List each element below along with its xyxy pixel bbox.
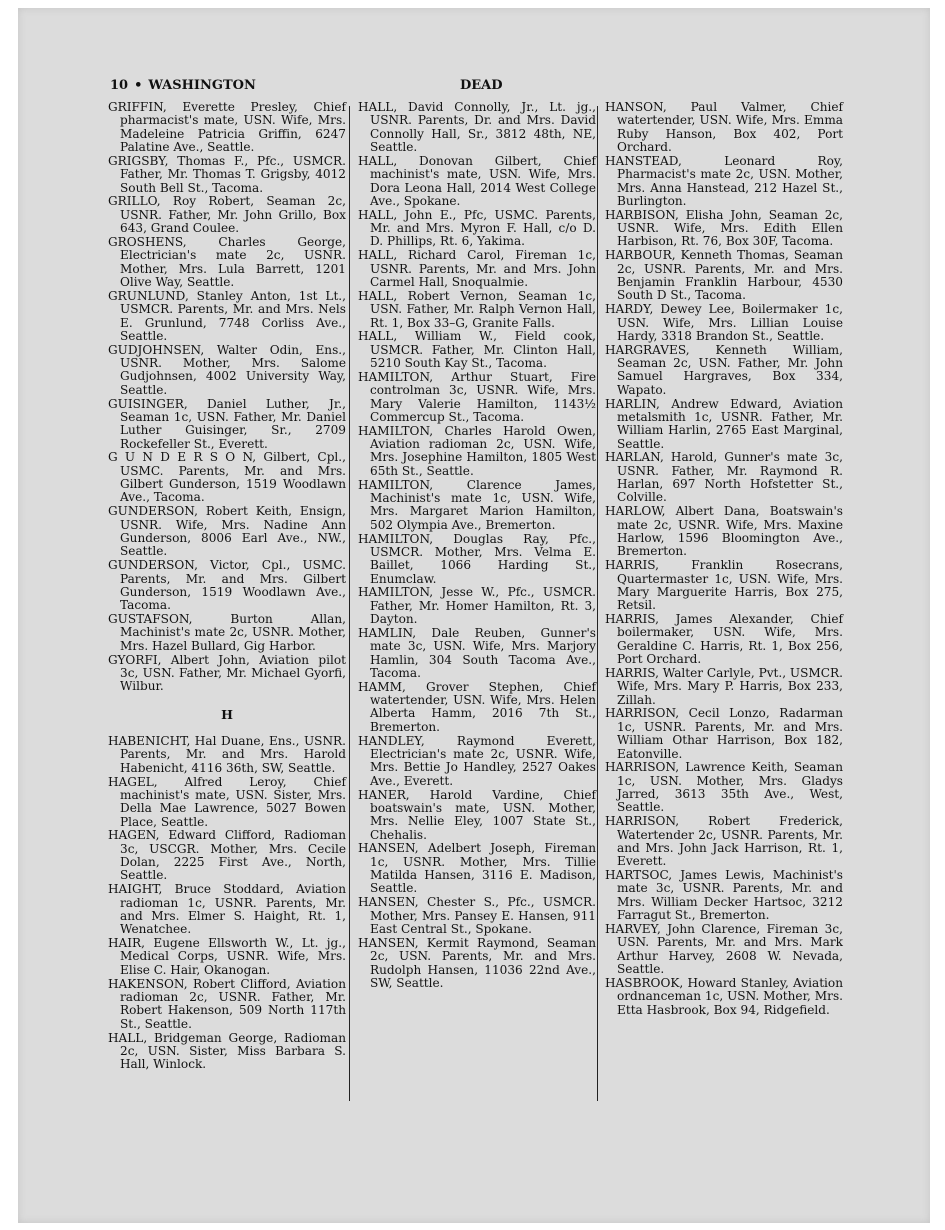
casualty-entry: HALL, Robert Vernon, Seaman 1c, USN. Father, Mr. Ralph Vernon Hall, Rt. 1, Box 33–G, Granite Falls. [358, 288, 596, 330]
casualty-entry: GYORFI, Albert John, Aviation pilot 3c, USN. Father, Mr. Michael Gyorfi, Wilbur. [108, 652, 346, 694]
casualty-entry: HARVEY, John Clarence, Fireman 3c, USN. Parents, Mr. and Mrs. Mark Arthur Harvey, 2608 W. Nevada, Seattle. [605, 921, 843, 976]
section-title: DEAD [460, 78, 503, 93]
casualty-entry: HAIR, Eugene Ellsworth W., Lt. jg., Medical Corps, USNR. Wife, Mrs. Elise C. Hair, Okanogan. [108, 936, 346, 977]
casualty-entry: GRILLO, Roy Robert, Seaman 2c, USNR. Father, Mr. John Grillo, Box 643, Grand Coulee. [108, 194, 346, 236]
casualty-entry: GRUNLUND, Stanley Anton, 1st Lt., USMCR. Parents, Mr. and Mrs. Nels E. Grunlund, 7748 Corliss Ave., Seattle. [108, 288, 346, 343]
casualty-entry: HAMM, Grover Stephen, Chief watertender, USN. Wife, Mrs. Helen Alberta Hamm, 2016 7th St., Bremerton. [358, 679, 596, 734]
casualty-entry: HARRISON, Cecil Lonzo, Radarman 1c, USNR. Parents, Mr. and Mrs. William Othar Harrison, Box 182, Eatonville. [605, 706, 843, 761]
casualty-entry: GRIGSBY, Thomas F., Pfc., USMCR. Father, Mr. Thomas T. Grigsby, 4012 South Bell St., Tacoma. [108, 153, 346, 195]
casualty-entry: HARGRAVES, Kenneth William, Seaman 2c, USN. Father, Mr. John Samuel Hargraves, Box 334, Wapato. [605, 342, 843, 397]
casualty-entry: HAMILTON, Clarence James, Machinist's mate 1c, USN. Wife, Mrs. Margaret Marion Hamilton, 502 Olympia Ave., Bremerton. [358, 477, 596, 532]
casualty-entry: HALL, Donovan Gilbert, Chief machinist's mate, USN. Wife, Mrs. Dora Leona Hall, 2014 West College Ave., Spokane. [358, 153, 596, 208]
casualty-entry: HARRISON, Robert Frederick, Watertender 2c, USNR. Parents, Mr. and Mrs. John Jack Harrison, Rt. 1, Everett. [605, 814, 843, 869]
state-name: WASHINGTON [148, 78, 256, 93]
page-number: 10 [110, 78, 129, 93]
casualty-entry: GROSHENS, Charles George, Electrician's mate 2c, USNR. Mother, Mrs. Lula Barrett, 1201 Olive Way, Seattle. [108, 234, 346, 289]
casualty-entry: HANSEN, Chester S., Pfc., USMCR. Mother, Mrs. Pansey E. Hansen, 911 East Central St., Spokane. [358, 895, 596, 936]
column-3 [605, 101, 843, 1017]
section-letter: H [221, 706, 233, 722]
casualty-entry: HALL, Richard Carol, Fireman 1c, USNR. Parents, Mr. and Mrs. John Carmel Hall, Snoqualmie. [358, 248, 596, 289]
casualty-entry: HANDLEY, Raymond Everett, Electrician's mate 2c, USNR. Wife, Mrs. Bettie Jo Handley, 2527 Oakes Ave., Everett. [358, 733, 596, 788]
casualty-entry: GUDJOHNSEN, Walter Odin, Ens., USNR. Mother, Mrs. Salome Gudjohnsen, 4002 University Way, Seattle. [108, 342, 346, 397]
casualty-entry: HALL, David Connolly, Jr., Lt. jg., USNR. Parents, Dr. and Mrs. David Connolly Hall, Sr., 3812 48th, NE, Seattle. [358, 100, 596, 155]
casualty-entry: HARLAN, Harold, Gunner's mate 3c, USNR. Father, Mr. Raymond R. Harlan, 697 North Hofstetter St., Colville. [605, 450, 843, 505]
casualty-entry: HASBROOK, Howard Stanley, Aviation ordnanceman 1c, USN. Mother, Mrs. Etta Hasbrook, Box 94, Ridgefield. [605, 975, 843, 1017]
casualty-entry: HANER, Harold Vardine, Chief boatswain's mate, USN. Mother, Mrs. Nellie Eley, 1007 State St., Chehalis. [358, 787, 596, 842]
casualty-entry: HARBOUR, Kenneth Thomas, Seaman 2c, USNR. Parents, Mr. and Mrs. Benjamin Franklin Harbour, 4530 South D St., Tacoma. [605, 248, 843, 303]
casualty-entry: GUSTAFSON, Burton Allan, Machinist's mate 2c, USNR. Mother, Mrs. Hazel Bullard, Gig Harbor. [108, 612, 346, 653]
column-divider [597, 106, 598, 1101]
document-page [18, 8, 930, 1223]
casualty-entry: HARTSOC, James Lewis, Machinist's mate 3c, USNR. Parents, Mr. and Mrs. William Decker Hartsoc, 3212 Farragut St., Bremerton. [605, 868, 843, 923]
casualty-entry: HARDY, Dewey Lee, Boilermaker 1c, USN. Wife, Mrs. Lillian Louise Hardy, 3318 Brandon St., Seattle. [605, 302, 843, 343]
casualty-entry: GUNDERSON, Robert Keith, Ensign, USNR. Wife, Mrs. Nadine Ann Gunderson, 8006 Earl Ave., NW., Seattle. [108, 504, 346, 559]
casualty-entry: HAIGHT, Bruce Stoddard, Aviation radioman 1c, USNR. Parents, Mr. and Mrs. Elmer S. Haight, Rt. 1, Wenatchee. [108, 882, 346, 937]
page-header [110, 78, 860, 98]
casualty-entry: HAMILTON, Douglas Ray, Pfc., USMCR. Mother, Mrs. Velma E. Baillet, 1066 Harding St., Enumclaw. [358, 531, 596, 586]
casualty-entry: HAMILTON, Jesse W., Pfc., USMCR. Father, Mr. Homer Hamilton, Rt. 3, Dayton. [358, 585, 596, 627]
casualty-entry: GUISINGER, Daniel Luther, Jr., Seaman 1c, USN. Father, Mr. Daniel Luther Guisinger, Sr., 2709 Rockefeller St., Everett. [108, 396, 346, 451]
casualty-entry: HANSTEAD, Leonard Roy, Pharmacist's mate 2c, USN. Mother, Mrs. Anna Hanstead, 212 Hazel St., Burlington. [605, 153, 843, 208]
casualty-entry: HALL, William W., Field cook, USMCR. Father, Mr. Clinton Hall, 5210 South Kay St., Tacoma. [358, 329, 596, 371]
casualty-entry: HALL, Bridgeman George, Radioman 2c, USN. Sister, Miss Barbara S. Hall, Winlock. [108, 1030, 346, 1072]
casualty-entry: HANSEN, Adelbert Joseph, Fireman 1c, USNR. Mother, Mrs. Tillie Matilda Hansen, 3116 E. Madison, Seattle. [358, 841, 596, 896]
casualty-entry: HARBISON, Elisha John, Seaman 2c, USNR. Wife, Mrs. Edith Ellen Harbison, Rt. 76, Box 30F, Tacoma. [605, 207, 843, 249]
casualty-entry: HAMILTON, Charles Harold Owen, Aviation radioman 2c, USN. Wife, Mrs. Josephine Hamilton, 1805 West 65th St., Seattle. [358, 423, 596, 478]
column-2 [358, 101, 596, 991]
casualty-entry: HAGEN, Edward Clifford, Radioman 3c, USCGR. Mother, Mrs. Cecile Dolan, 2225 First Ave., North, Seattle. [108, 828, 346, 883]
casualty-entry: HARLOW, Albert Dana, Boatswain's mate 2c, USNR. Wife, Mrs. Maxine Harlow, 1596 Bloomington Ave., Bremerton. [605, 504, 843, 559]
casualty-entry: HARRIS, Franklin Rosecrans, Quartermaster 1c, USN. Wife, Mrs. Mary Marguerite Harris, Box 275, Retsil. [605, 558, 843, 613]
casualty-entry: HAGEL, Alfred Leroy, Chief machinist's mate, USN. Sister, Mrs. Della Mae Lawrence, 5027 Bowen Place, Seattle. [108, 774, 346, 829]
casualty-entry: GRIFFIN, Everette Presley, Chief pharmacist's mate, USN. Wife, Mrs. Madeleine Patricia Griffin, 6247 Palatine Ave., Seattle. [108, 100, 346, 155]
casualty-entry: G U N D E R S O N, Gilbert, Cpl., USMC. Parents, Mr. and Mrs. Gilbert Gunderson, 1519 Woodlawn Ave., Tacoma. [108, 450, 346, 505]
column-divider [349, 106, 350, 1101]
casualty-entry: HARRIS, James Alexander, Chief boilermaker, USN. Wife, Mrs. Geraldine C. Harris, Rt. 1, Box 256, Port Orchard. [605, 612, 843, 667]
casualty-entry: HAMLIN, Dale Reuben, Gunner's mate 3c, USN. Wife, Mrs. Marjory Hamlin, 304 South Tacoma Ave., Tacoma. [358, 625, 596, 680]
header-bullet: • [134, 78, 143, 93]
casualty-entry: HABENICHT, Hal Duane, Ens., USNR. Parents, Mr. and Mrs. Harold Habenicht, 4116 36th, SW, Seattle. [108, 733, 346, 775]
casualty-entry: HARRISON, Lawrence Keith, Seaman 1c, USN. Mother, Mrs. Gladys Jarred, 3613 35th Ave., West, Seattle. [605, 760, 843, 815]
casualty-entry: HANSON, Paul Valmer, Chief watertender, USN. Wife, Mrs. Emma Ruby Hanson, Box 402, Port Orchard. [605, 100, 843, 155]
casualty-entry: HAKENSON, Robert Clifford, Aviation radioman 2c, USNR. Father, Mr. Robert Hakenson, 509 North 117th St., Seattle. [108, 976, 346, 1031]
casualty-entry: HAMILTON, Arthur Stuart, Fire controlman 3c, USNR. Wife, Mrs. Mary Valerie Hamilton, 1143½ Commercup St., Tacoma. [358, 369, 596, 424]
column-1 [108, 101, 346, 1072]
casualty-entry: HANSEN, Kermit Raymond, Seaman 2c, USN. Parents, Mr. and Mrs. Rudolph Hansen, 11036 22nd Ave., SW, Seattle. [358, 935, 596, 990]
casualty-entry: HALL, John E., Pfc, USMC. Parents, Mr. and Mrs. Myron F. Hall, c/o D. D. Phillips, Rt. 6, Yakima. [358, 207, 596, 249]
casualty-entry: HARRIS, Walter Carlyle, Pvt., USMCR. Wife, Mrs. Mary P. Harris, Box 233, Zillah. [605, 665, 843, 707]
casualty-entry: GUNDERSON, Victor, Cpl., USMC. Parents, Mr. and Mrs. Gilbert Gunderson, 1519 Woodlawn Ave., Tacoma. [108, 558, 346, 613]
casualty-entry: HARLIN, Andrew Edward, Aviation metalsmith 1c, USNR. Father, Mr. William Harlin, 2765 East Marginal, Seattle. [605, 396, 843, 451]
header-left [110, 78, 256, 93]
